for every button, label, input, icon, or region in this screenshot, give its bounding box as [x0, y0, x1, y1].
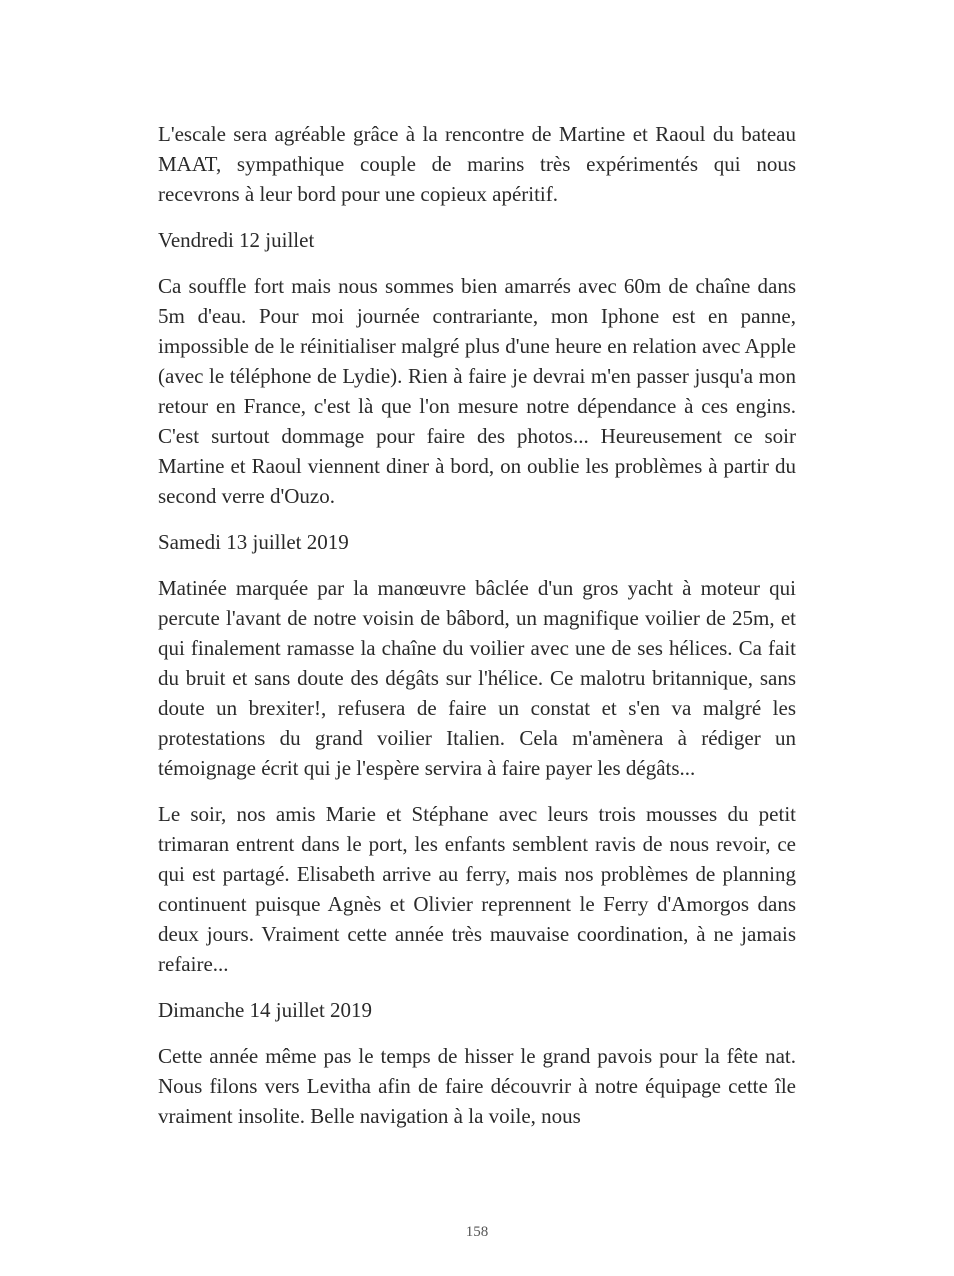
paragraph-samedi-soir: Le soir, nos amis Marie et Stéphane avec leurs trois mousses du petit trimaran entrent dans le port, les enfants semblent ravis de nous revoir, ce qui est partagé. Elisabeth arrive au ferry, mais nos problèmes de planning continuent puisque Agnès et Olivier reprennent le Ferry d'Amorgos dans deux jours. Vraiment cette année très mauvaise coordination, à ne jamais refaire... — [158, 802, 796, 976]
heading-dimanche-14-juillet: Dimanche 14 juillet 2019 — [158, 998, 373, 1022]
page-body — [158, 119, 796, 1131]
paragraph-dimanche: Cette année même pas le temps de hisser le grand pavois pour la fête nat. Nous filons vers Levitha afin de faire découvrir à notre équipage cette île vraiment insolite. Belle navigation à la voile, nous — [158, 1044, 796, 1128]
paragraph-samedi-matinee: Matinée marquée par la manœuvre bâclée d'un gros yacht à moteur qui percute l'avant de notre voisin de bâbord, un magnifique voilier de 25m, et qui finalement ramasse la chaîne du voilier avec une de ses hélices. Ca fait du bruit et sans doute des dégâts sur l'hélice. Ce malotru britannique, sans doute un brexiter!, refusera de faire un constat et s'en va malgré les protestations du grand voilier Italien. Cela m'amènera à rédiger un témoignage écrit qui je l'espère servira à faire payer les dégâts... — [158, 576, 796, 780]
paragraph-escale: L'escale sera agréable grâce à la rencontre de Martine et Raoul du bateau MAAT, sympathique couple de marins très expérimentés qui nous recevrons à leur bord pour une copieux apéritif. — [158, 122, 796, 206]
heading-vendredi-12-juillet: Vendredi 12 juillet — [158, 228, 315, 252]
page-number: 158 — [465, 1224, 489, 1240]
paragraph-vendredi: Ca souffle fort mais nous sommes bien amarrés avec 60m de chaîne dans 5m d'eau. Pour moi journée contrariante, mon Iphone est en panne, impossible de le réinitialiser malgré plus d'une heure en relation avec Apple (avec le téléphone de Lydie). Rien à faire je devrai m'en passer jusqu'a mon retour en France, c'est là que l'on mesure notre dépendance à ces engins. C'est surtout dommage pour faire des photos... Heureusement ce soir Martine et Raoul viennent diner à bord, on oublie les problèmes à partir du second verre d'Ouzo. — [158, 274, 796, 508]
heading-samedi-13-juillet: Samedi 13 juillet 2019 — [158, 530, 349, 554]
